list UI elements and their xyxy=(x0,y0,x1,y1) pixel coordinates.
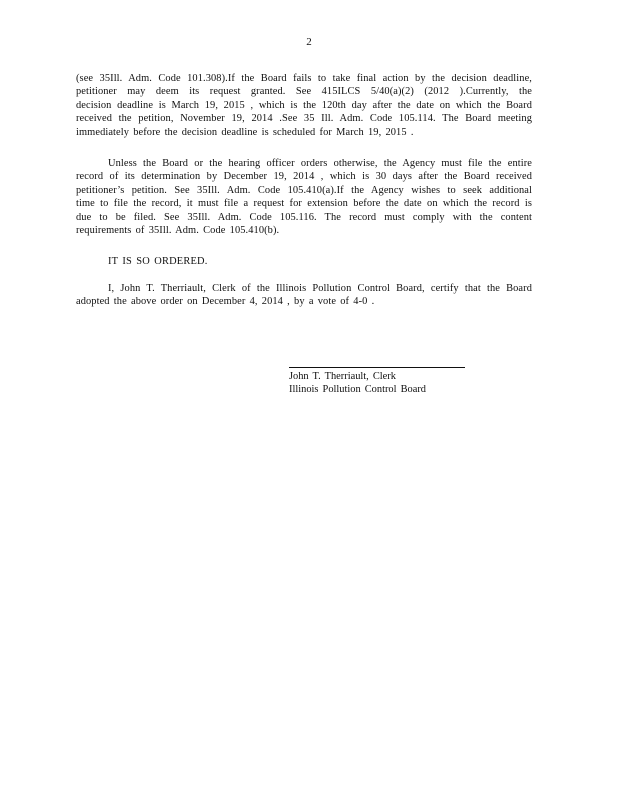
paragraph-line: requirements of 35Ill. Adm. Code 105.410(b). xyxy=(76,225,280,237)
paragraph-line: I, John T. Therriault, Clerk of the Illinois Pollution Control Board, certify that the Board xyxy=(108,283,532,294)
signature-block xyxy=(289,370,426,397)
paragraph-line: immediately before the decision deadline is scheduled for March 19, 2015 . xyxy=(76,126,414,138)
paragraph-line: Unless the Board or the hearing officer orders otherwise, the Agency must file the entire xyxy=(108,158,532,169)
paragraph-line: due to be filed. See 35Ill. Adm. Code 105.116. The record must comply with the content xyxy=(76,211,532,223)
paragraph-line: record of its determination by December 19, 2014 , which is 30 days after the Board received xyxy=(76,171,532,183)
so-ordered-statement: IT IS SO ORDERED. xyxy=(108,256,208,267)
signatory-name-title: John T. Therriault, Clerk xyxy=(289,371,396,382)
paragraph-line: decision deadline is March 19, 2015 , which is the 120th day after the date on which the Board xyxy=(76,99,532,111)
paragraph-line: (see 35Ill. Adm. Code 101.308).If the Board fails to take final action by the decision deadline, xyxy=(76,73,532,84)
paragraph-agency-record xyxy=(76,157,532,237)
page-number: 2 xyxy=(306,36,312,48)
signatory-organization: Illinois Pollution Control Board xyxy=(289,384,426,396)
paragraph-line: time to file the record, it must file a request for extension before the date on which the record is xyxy=(76,198,532,210)
paragraph-line: petitioner may deem its request granted. See 415ILCS 5/40(a)(2) (2012 ).Currently, the xyxy=(76,86,532,98)
paragraph-line: received the petition, November 19, 2014 .See 35 Ill. Adm. Code 105.114. The Board meeting xyxy=(76,113,532,125)
paragraph-line: adopted the above order on December 4, 2014 , by a vote of 4-0 . xyxy=(76,296,375,308)
signature-line xyxy=(289,367,465,368)
paragraph-line: petitioner’s petition. See 35Ill. Adm. Code 105.410(a).If the Agency wishes to seek additional xyxy=(76,184,532,196)
paragraph-clerk-certification xyxy=(76,282,532,309)
paragraph-decision-deadline xyxy=(76,72,532,139)
